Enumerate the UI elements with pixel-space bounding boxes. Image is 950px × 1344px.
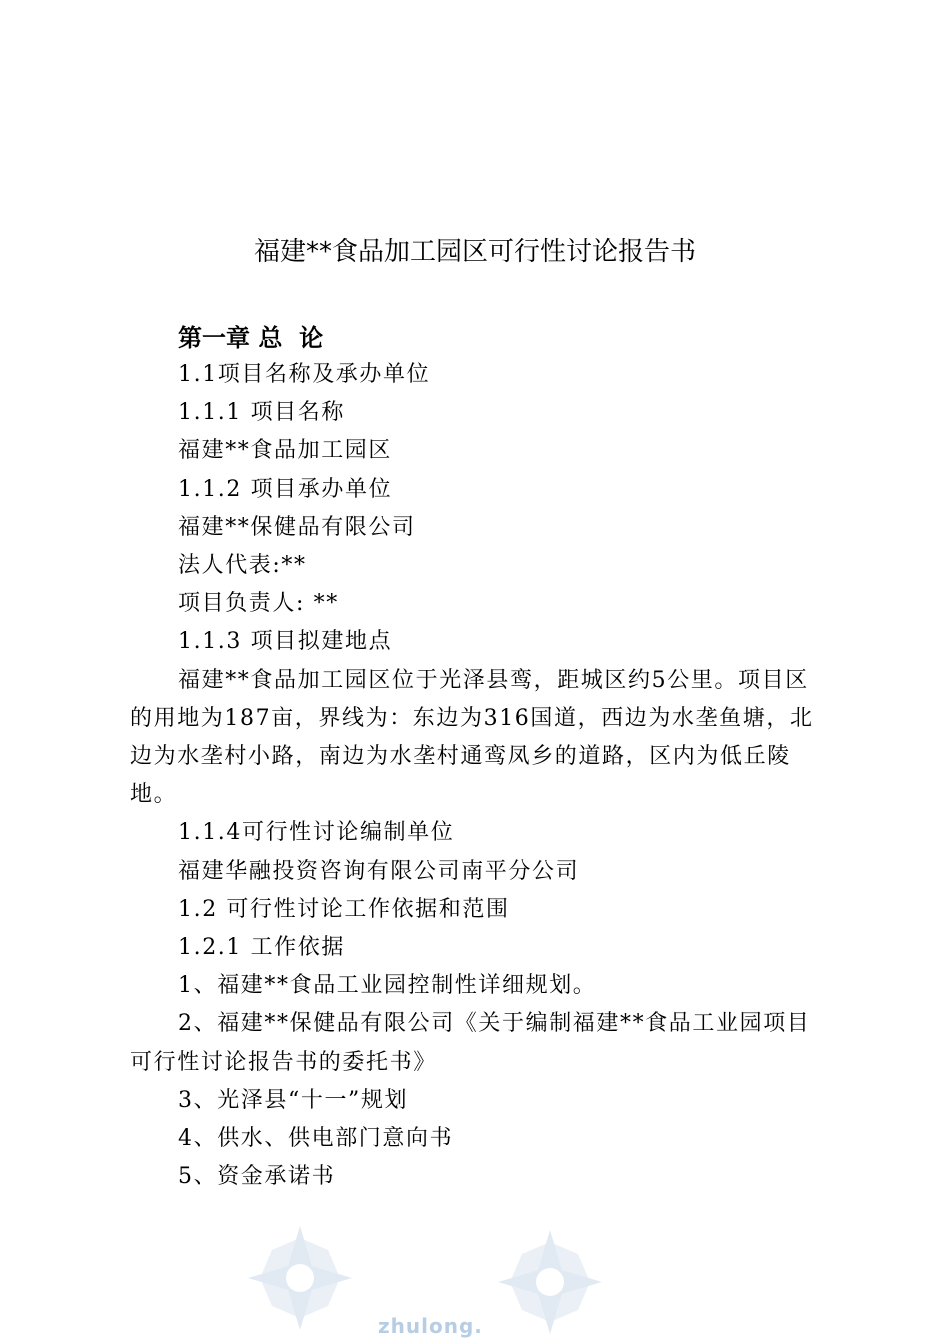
paragraph: 5、资金承诺书 [178, 1164, 336, 1190]
paragraph: 法人代表:** [178, 553, 307, 579]
paragraph: 3、光泽县“十一”规划 [178, 1087, 409, 1113]
paragraph: 2、福建**保健品有限公司《关于编制福建**食品工业园项目可行性讨论报告书的委托书》 [130, 1011, 811, 1075]
document-body [130, 356, 830, 1196]
paragraph: 1.1项目名称及承办单位 [178, 362, 431, 387]
paragraph: 1.2.1 工作依据 [178, 935, 345, 961]
paragraph: 1、福建**食品工业园控制性详细规划。 [178, 973, 597, 999]
paragraph: 1.2 可行性讨论工作依据和范围 [178, 896, 510, 922]
paragraph: 4、供水、供电部门意向书 [178, 1126, 454, 1152]
paragraph: 1.1.4可行性讨论编制单位 [178, 820, 455, 846]
watermark-text: zhulong. [378, 1314, 483, 1338]
paragraph: 福建华融投资咨询有限公司南平分公司 [178, 858, 580, 884]
paragraph: 项目负责人: ** [178, 591, 339, 617]
paragraph: 1.1.3 项目拟建地点 [178, 629, 393, 655]
paragraph: 福建**保健品有限公司 [178, 514, 416, 540]
document-title: 福建**食品加工园区可行性讨论报告书 [253, 237, 696, 267]
paragraph: 1.1.1 项目名称 [178, 400, 345, 426]
paragraph: 福建**食品加工园区 [178, 438, 393, 464]
paragraph: 福建**食品加工园区位于光泽县鸾，距城区约5公里。项目区的用地为187亩，界线为：东边为316国道，西边为水垄鱼塘，北边为水垄村小路，南边为水垄村通鸾凤乡的道路，区内为低丘陵地。 [130, 667, 814, 808]
chapter-heading: 第一章 总 论 [178, 324, 324, 352]
paragraph: 1.1.2 项目承办单位 [178, 476, 393, 502]
